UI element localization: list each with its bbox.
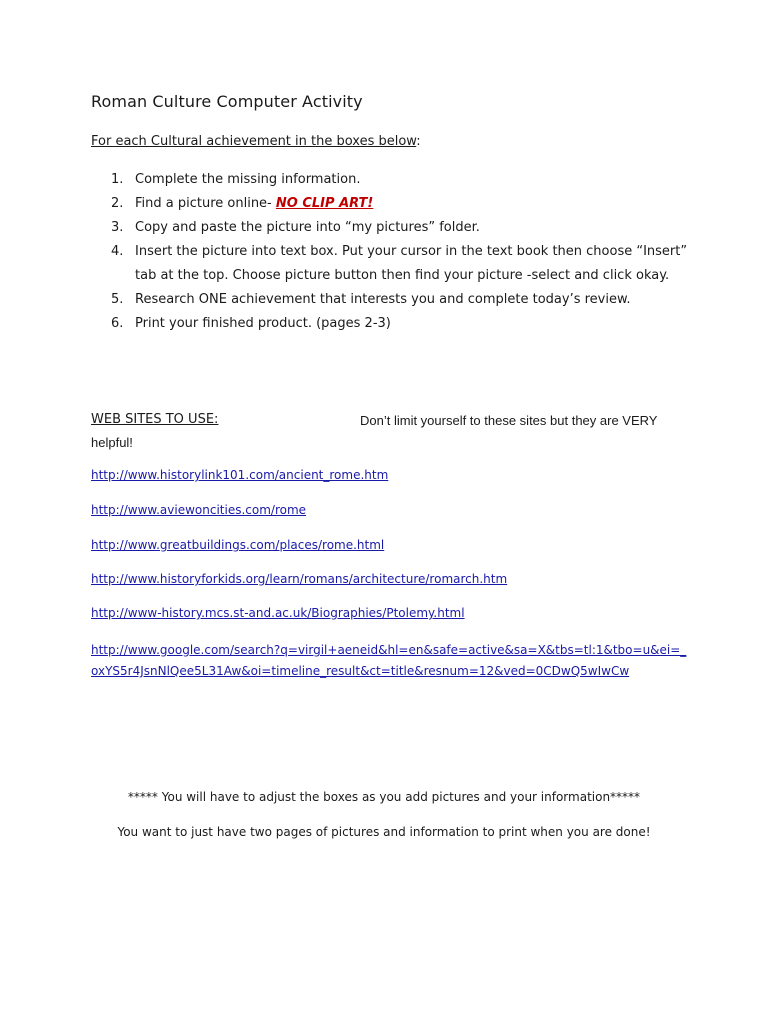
step-number: 3. xyxy=(111,220,124,235)
link-mcs-st-andrews[interactable]: http://www-history.mcs.st-and.ac.uk/Biographies/Ptolemy.html xyxy=(91,606,465,620)
document-title: Roman Culture Computer Activity xyxy=(91,92,363,111)
footer-note-adjust: ***** You will have to adjust the boxes as you add pictures and your information***** xyxy=(127,790,641,804)
step-item xyxy=(91,216,691,240)
step-item xyxy=(91,288,691,312)
step-text: Copy and paste the picture into “my pictures” folder. xyxy=(135,220,480,235)
step-item xyxy=(91,240,691,288)
step-text: Find a picture online- xyxy=(135,196,276,211)
step-number: 2. xyxy=(111,196,124,211)
websites-heading xyxy=(91,412,218,427)
steps-list xyxy=(91,168,691,336)
step-item xyxy=(91,168,691,192)
step-text: Print your finished product. (pages 2-3) xyxy=(135,316,391,331)
step-text: Complete the missing information. xyxy=(135,172,361,187)
link-historyforkids[interactable]: http://www.historyforkids.org/learn/romans/architecture/romarch.htm xyxy=(91,572,508,586)
step-number: 4. xyxy=(111,244,124,259)
step-item xyxy=(91,312,691,336)
step-number: 5. xyxy=(111,292,124,307)
step-text: Insert the picture into text box. Put your cursor in the text book then choose “Insert” tab at the top. Choose picture button then find your picture -select and click okay. xyxy=(135,244,688,283)
step-number: 1. xyxy=(111,172,124,187)
intro-colon: : xyxy=(416,134,421,149)
intro-underlined: For each Cultural achievement in the boxes below xyxy=(91,134,417,149)
intro-line xyxy=(91,134,421,149)
footer-note-pages: You want to just have two pages of pictures and information to print when you are done! xyxy=(117,825,651,839)
link-greatbuildings[interactable]: http://www.greatbuildings.com/places/rome.html xyxy=(91,538,385,552)
step-text: Research ONE achievement that interests you and complete today’s review. xyxy=(135,292,631,307)
websites-note-continued: helpful! xyxy=(91,435,133,450)
link-google-search[interactable]: http://www.google.com/search?q=virgil+aeneid&hl=en&safe=active&sa=X&tbs=tl:1&tbo=u&ei=_oxYS5r4JsnNlQee5L31Aw&oi=timeline_result&ct=title&resnum=12&ved=0CDwQ5wIwCw xyxy=(91,643,687,678)
step-item xyxy=(91,192,691,216)
websites-note: Don’t limit yourself to these sites but they are VERY xyxy=(360,413,658,428)
no-clip-art-warning: NO CLIP ART! xyxy=(275,196,374,211)
websites-heading-text: WEB SITES TO USE: xyxy=(91,412,219,427)
link-aviewoncities[interactable]: http://www.aviewoncities.com/rome xyxy=(91,503,307,517)
link-historylink101[interactable]: http://www.historylink101.com/ancient_rome.htm xyxy=(91,468,389,482)
step-number: 6. xyxy=(111,316,124,331)
